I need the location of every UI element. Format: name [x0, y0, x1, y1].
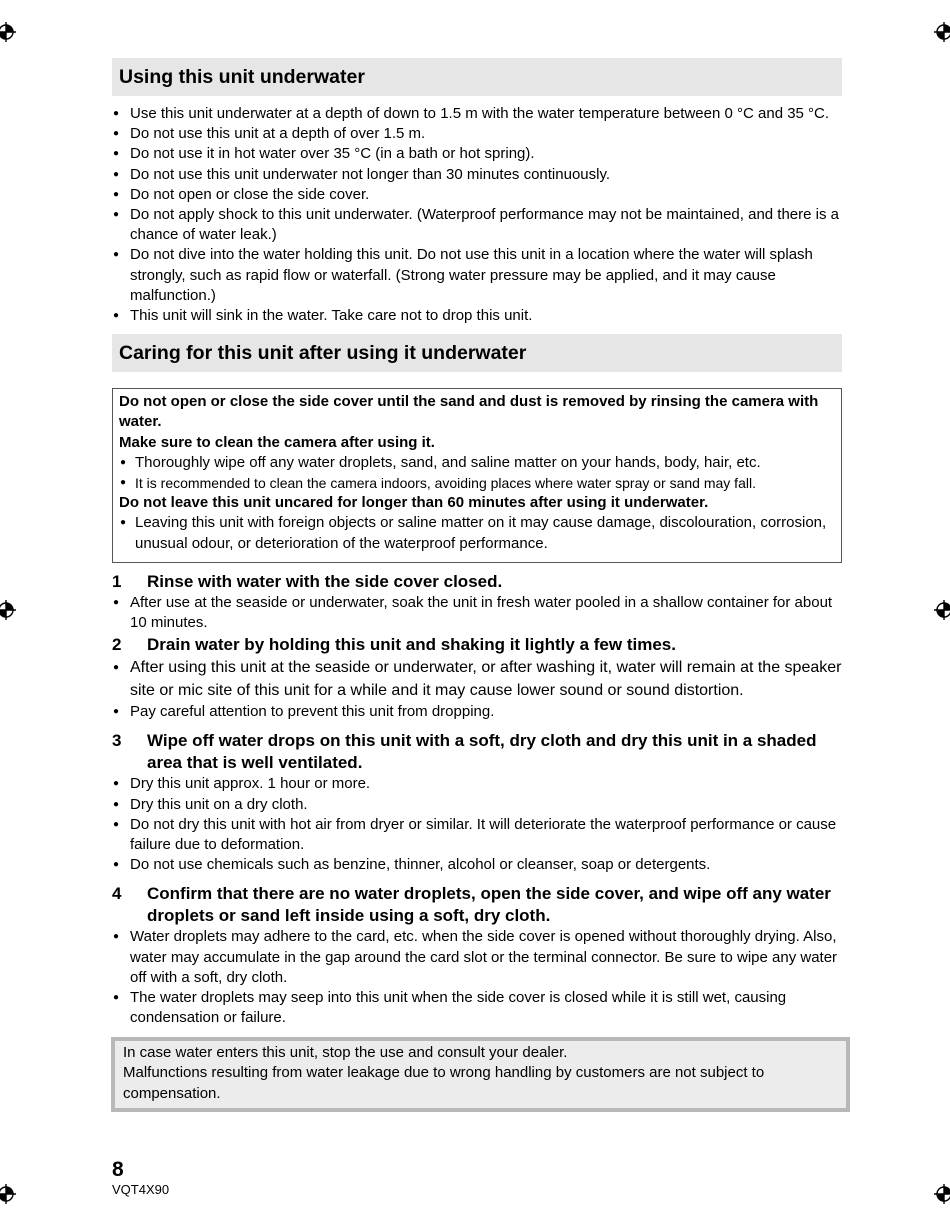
notice-bold-text: Do not open or close the side cover until the sand and dust is removed by rinsing the camera with water. — [119, 393, 819, 431]
registration-mark-icon — [934, 1184, 950, 1204]
notice-bold-text: Do not leave this unit uncared for longer than 60 minutes after using it underwater. — [119, 494, 709, 512]
registration-mark-icon — [0, 1184, 16, 1204]
list-item: ● Thoroughly wipe off any water droplets, sand, and saline matter on your hands, body, hair, etc. — [119, 453, 835, 473]
step-heading — [112, 634, 842, 656]
list-item: ● Do not dry this unit with hot air from dryer or similar. It will deteriorate the waterproof performance or cause failure due to deformation. — [112, 815, 842, 855]
notice-bold-text: Make sure to clean the camera after using it. — [119, 433, 435, 451]
caution-notice-box — [112, 388, 842, 563]
list-item: ● Do not use this unit at a depth of over 1.5 m. — [112, 124, 842, 144]
section-title-caring: Caring for this unit after using it underwater — [112, 334, 842, 372]
registration-mark-icon — [0, 600, 16, 620]
list-item: ● Leaving this unit with foreign objects or saline matter on it may cause damage, discolouration, corrosion, unusual odour, or deterioration of the waterproof performance. — [119, 513, 835, 553]
step-bullet-list — [112, 927, 842, 1028]
notice-bullet-list — [119, 453, 835, 493]
step-title: Drain water by holding this unit and shaking it lightly a few times. — [147, 635, 676, 655]
step-heading — [112, 730, 842, 774]
step-bullet-list — [112, 774, 842, 875]
list-item: ● This unit will sink in the water. Take care not to drop this unit. — [112, 306, 842, 326]
notice-bullet-list — [119, 513, 835, 553]
section-title-underwater: Using this unit underwater — [112, 58, 842, 96]
step-number: 2 — [112, 635, 122, 655]
list-item: ● Do not apply shock to this unit underwater. (Waterproof performance may not be maintained, and there is a chance of water leak.) — [112, 205, 842, 245]
list-item: ● Do not dive into the water holding this unit. Do not use this unit in a location where the water will splash strongly, such as rapid flow or waterfall. (Strong water pressure may be applied, and it may cause malfunction.) — [112, 245, 842, 306]
model-code: VQT4X90 — [112, 1182, 170, 1197]
list-item: ● After using this unit at the seaside or underwater, or after washing it, water will remain at the speaker site or mic site of this unit for a while and it may cause lower sound or sound distortion. — [112, 656, 842, 702]
registration-mark-icon — [934, 600, 950, 620]
list-item: ● It is recommended to clean the camera indoors, avoiding places where water spray or sand may fall. — [119, 473, 835, 493]
warning-text: In case water enters this unit, stop the use and consult your dealer. — [123, 1043, 568, 1061]
step-title: Rinse with water with the side cover closed. — [147, 571, 503, 591]
list-item: ● Do not use chemicals such as benzine, thinner, alcohol or cleanser, soap or detergents. — [112, 855, 842, 875]
step-number: 3 — [112, 731, 122, 751]
water-warning-box — [111, 1037, 850, 1113]
list-item: ● Do not use this unit underwater not longer than 30 minutes continuously. — [112, 165, 842, 185]
underwater-bullet-list — [112, 104, 842, 326]
step-heading — [112, 571, 842, 593]
step-bullet-list — [112, 656, 842, 722]
list-item: ● Pay careful attention to prevent this unit from dropping. — [112, 702, 842, 722]
step-number: 4 — [112, 884, 122, 904]
registration-mark-icon — [934, 22, 950, 42]
list-item: ● The water droplets may seep into this unit when the side cover is closed while it is still wet, causing condensation or failure. — [112, 988, 842, 1028]
registration-mark-icon — [0, 22, 16, 42]
list-item: ● After use at the seaside or underwater, soak the unit in fresh water pooled in a shallow container for about 10 minutes. — [112, 593, 842, 633]
step-bullet-list — [112, 593, 842, 633]
list-item: ● Water droplets may adhere to the card, etc. when the side cover is opened without thoroughly drying. Also, water may accumulate in the gap around the card slot or the terminal connector. Be sure to wipe any water off with a soft, dry cloth. — [112, 927, 842, 988]
list-item: ● Do not open or close the side cover. — [112, 185, 842, 205]
step-number: 1 — [112, 571, 122, 591]
list-item: ● Do not use it in hot water over 35 °C (in a bath or hot spring). — [112, 144, 842, 164]
list-item: ● Dry this unit on a dry cloth. — [112, 795, 842, 815]
warning-text: Malfunctions resulting from water leakage due to wrong handling by customers are not subject to compensation. — [123, 1064, 765, 1102]
page-number: 8 — [112, 1158, 124, 1181]
list-item: ● Use this unit underwater at a depth of down to 1.5 m with the water temperature between 0 °C and 35 °C. — [112, 104, 842, 124]
step-title: Confirm that there are no water droplets, open the side cover, and wipe off any water droplets or sand left inside using a soft, dry cloth. — [147, 884, 831, 926]
page-content — [112, 58, 842, 1112]
step-title: Wipe off water drops on this unit with a soft, dry cloth and dry this unit in a shaded area that is well ventilated. — [147, 731, 817, 773]
step-heading — [112, 883, 842, 927]
list-item: ● Dry this unit approx. 1 hour or more. — [112, 774, 842, 794]
